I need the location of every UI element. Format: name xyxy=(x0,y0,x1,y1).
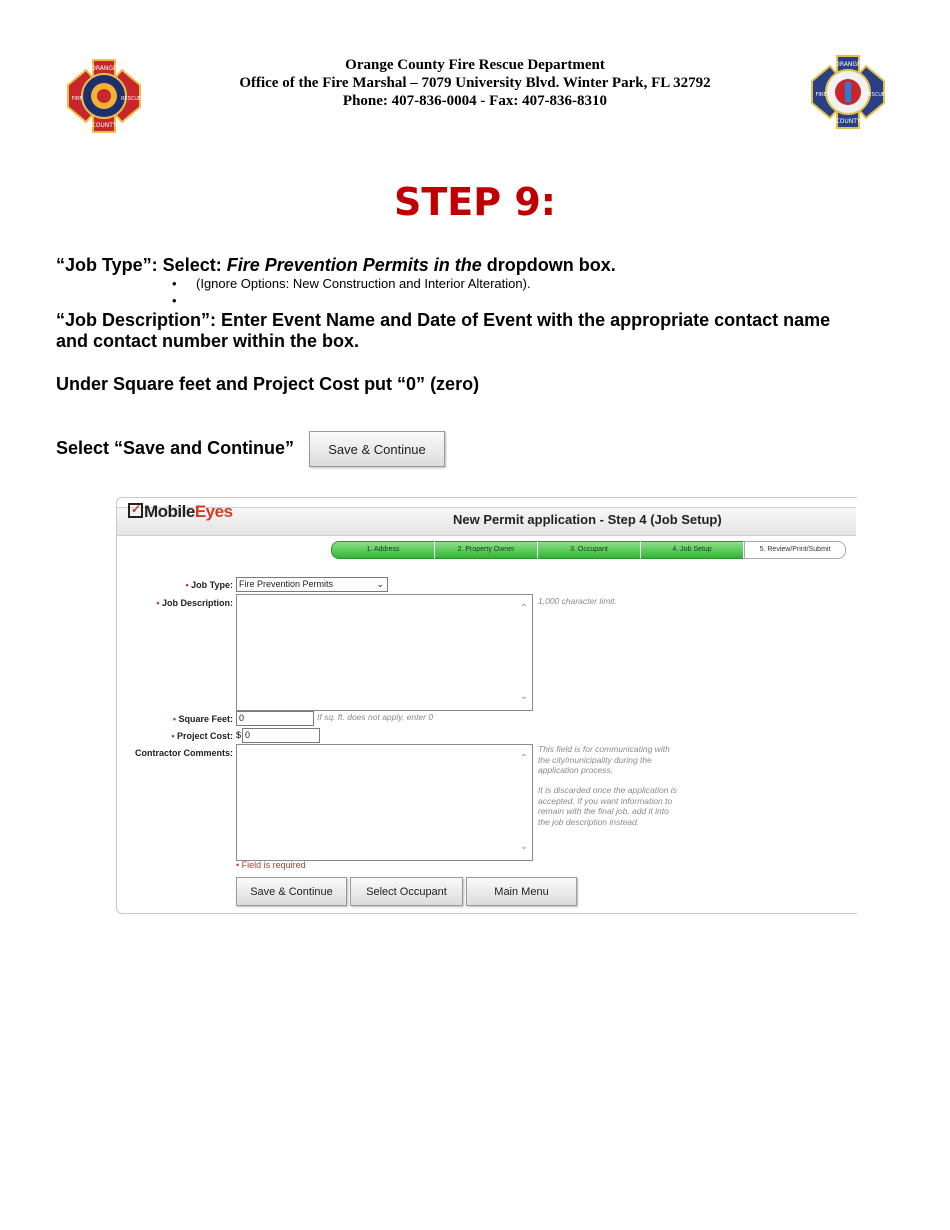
job-description-textarea[interactable] xyxy=(236,594,533,711)
step-address[interactable]: 1. Address xyxy=(331,541,435,559)
bullet: • xyxy=(172,276,177,291)
select-occupant-button[interactable]: Select Occupant xyxy=(350,877,463,906)
save-continue-example-button[interactable]: Save & Continue xyxy=(309,431,445,467)
scroll-up-icon[interactable]: ⌃ xyxy=(519,753,528,764)
contractor-comments-textarea[interactable] xyxy=(236,744,533,861)
square-feet-label: • Square Feet: xyxy=(172,714,233,724)
svg-text:COUNTY: COUNTY xyxy=(835,118,861,125)
comments-hint-purpose: This field is for communicating with the city/municipality during the application process. xyxy=(538,744,670,775)
office-address: Office of the Fire Marshal – 7079 University Blvd. Winter Park, FL 32792 xyxy=(239,75,711,91)
step-title: STEP 9: xyxy=(394,180,556,224)
scroll-down-icon[interactable]: ⌄ xyxy=(519,691,528,702)
scroll-down-icon[interactable]: ⌄ xyxy=(519,841,528,852)
svg-text:RESCUE: RESCUE xyxy=(864,92,886,98)
square-feet-instruction: Under Square feet and Project Cost put “0” (zero) xyxy=(56,374,480,394)
comments-hint-discard: It is discarded once the application is accepted. If you want information to remain with the final job, add it into the job description instead. xyxy=(538,785,677,827)
svg-text:ORANGE: ORANGE xyxy=(91,65,117,72)
org-name: Orange County Fire Rescue Department xyxy=(345,57,605,73)
bullet: • xyxy=(172,293,177,308)
fire-rescue-logo-right xyxy=(810,54,886,130)
step-review-print-submit[interactable]: 5. Review/Print/Submit xyxy=(744,541,846,559)
svg-text:ORANGE: ORANGE xyxy=(835,61,861,68)
job-description-instruction-2: and contact number within the box. xyxy=(56,331,360,351)
job-type-instruction: “Job Type”: Select: Fire Prevention Permits in the dropdown box. xyxy=(56,255,616,275)
svg-text:COUNTY: COUNTY xyxy=(91,122,117,129)
svg-text:RESCUE: RESCUE xyxy=(120,96,142,102)
currency-symbol: $ xyxy=(236,730,242,740)
job-type-label: • Job Type: xyxy=(185,580,233,590)
chevron-down-icon: ⌄ xyxy=(376,579,384,589)
square-feet-hint: If sq. ft. does not apply, enter 0 xyxy=(317,712,434,722)
project-cost-label: • Project Cost: xyxy=(171,731,233,741)
square-feet-input[interactable]: 0 xyxy=(236,711,314,726)
main-menu-button[interactable]: Main Menu xyxy=(466,877,577,906)
svg-text:FIRE: FIRE xyxy=(815,92,827,98)
select-save-instruction: Select “Save and Continue” xyxy=(56,438,295,458)
step-property-owner[interactable]: 2. Property Owner xyxy=(435,541,538,559)
scroll-up-icon[interactable]: ⌃ xyxy=(519,603,528,614)
step-job-setup[interactable]: 4. Job Setup xyxy=(641,541,744,559)
save-continue-button[interactable]: Save & Continue xyxy=(236,877,347,906)
phone-fax: Phone: 407-836-0004 - Fax: 407-836-8310 xyxy=(342,93,608,109)
progress-steps xyxy=(331,541,846,557)
job-description-label: • Job Description: xyxy=(156,598,233,608)
step-occupant[interactable]: 3. Occupant xyxy=(538,541,641,559)
ignore-options-note: (Ignore Options: New Construction and Interior Alteration). xyxy=(196,276,531,291)
job-type-select[interactable]: Fire Prevention Permits ⌄ xyxy=(236,577,388,592)
contractor-comments-label: Contractor Comments: xyxy=(134,748,233,758)
char-limit-hint: 1,000 character limit. xyxy=(538,596,617,606)
panel-title: New Permit application - Step 4 (Job Setup) xyxy=(453,512,722,527)
mobileeyes-logo: ✓ MobileEyes xyxy=(128,502,233,522)
svg-text:FIRE: FIRE xyxy=(71,96,83,102)
project-cost-input[interactable]: 0 xyxy=(242,728,320,743)
job-description-instruction-1: “Job Description”: Enter Event Name and Date of Event with the appropriate contact name xyxy=(56,310,831,330)
field-required-note: • Field is required xyxy=(236,860,306,870)
